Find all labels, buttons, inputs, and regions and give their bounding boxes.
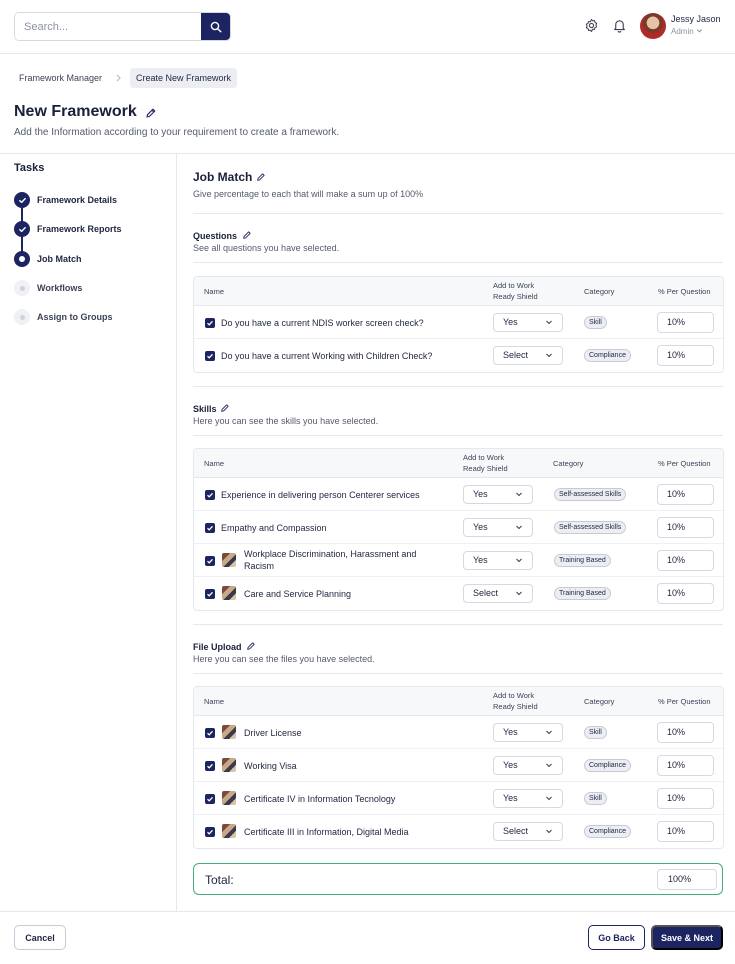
skills-table <box>193 448 724 611</box>
category-badge: Compliance <box>584 349 631 362</box>
files-table <box>193 686 724 849</box>
breadcrumb-link[interactable]: Framework Manager <box>19 72 103 83</box>
thumbnail-image <box>222 824 236 838</box>
table-header <box>194 449 723 478</box>
divider <box>193 624 723 625</box>
table-row <box>194 782 723 815</box>
total-value: 100% <box>657 869 717 890</box>
search-icon <box>210 21 222 33</box>
total-label: Total: <box>205 873 234 887</box>
cancel-button[interactable]: Cancel <box>14 925 66 950</box>
row-name: Experience in delivering person Centerer services <box>221 490 420 500</box>
step-connector <box>21 208 23 222</box>
chevron-down-icon <box>545 827 553 835</box>
col-pct: % Per Question <box>658 459 711 468</box>
divider <box>193 386 723 387</box>
chevron-right-icon <box>115 74 122 82</box>
col-shield: Add to Work Ready Shield <box>493 691 538 711</box>
row-name: Do you have a current Working with Children Check? <box>221 351 433 361</box>
breadcrumb <box>14 68 237 87</box>
pending-step-icon <box>14 309 30 325</box>
gear-icon[interactable] <box>584 18 599 33</box>
row-name: Care and Service Planning <box>244 589 352 599</box>
chevron-down-icon <box>515 490 523 498</box>
file-upload-title: File Upload <box>193 642 242 652</box>
row-name: Empathy and Compassion <box>221 523 327 533</box>
edit-pencil-icon[interactable] <box>246 641 256 651</box>
row-name: Driver License <box>244 728 302 738</box>
percent-input[interactable]: 10% <box>657 550 714 571</box>
user-name: Jessy Jason <box>671 14 721 24</box>
thumbnail-image <box>222 758 236 772</box>
category-badge: Self-assessed Skills <box>554 488 626 501</box>
skills-title: Skills <box>193 404 217 414</box>
bell-icon[interactable] <box>612 18 627 33</box>
tasks-sidebar <box>0 154 177 911</box>
job-match-title: Job Match <box>193 170 253 184</box>
task-step-job-match[interactable] <box>14 251 82 267</box>
row-checkbox[interactable] <box>205 523 215 533</box>
category-badge: Training Based <box>554 554 611 567</box>
category-badge: Skill <box>584 726 607 739</box>
col-pct: % Per Question <box>658 287 711 296</box>
skills-subtitle: Here you can see the skills you have selected. <box>193 416 379 426</box>
row-name: Certificate III in Information, Digital Media <box>244 827 409 837</box>
edit-pencil-icon[interactable] <box>220 403 230 413</box>
thumbnail-image <box>222 553 236 567</box>
questions-table <box>193 276 724 373</box>
table-row <box>194 815 723 848</box>
table-row <box>194 478 723 511</box>
shield-select[interactable]: Select <box>493 346 563 365</box>
col-pct: % Per Question <box>658 697 711 706</box>
table-header <box>194 687 723 716</box>
chevron-down-icon <box>545 351 553 359</box>
search-input[interactable] <box>15 13 203 40</box>
task-step-label: Job Match <box>37 254 82 264</box>
divider <box>193 213 723 214</box>
task-step-framework-details[interactable] <box>14 192 117 208</box>
questions-title: Questions <box>193 231 238 241</box>
user-role-dropdown[interactable] <box>671 27 703 36</box>
shield-select[interactable]: Yes <box>493 313 563 332</box>
divider <box>193 673 723 674</box>
percent-input[interactable]: 10% <box>657 345 714 366</box>
percent-input[interactable]: 10% <box>657 583 714 604</box>
task-step-assign-groups[interactable] <box>14 309 113 325</box>
task-step-label: Assign to Groups <box>37 312 113 322</box>
col-category: Category <box>553 459 584 468</box>
chevron-down-icon <box>515 523 523 531</box>
shield-select[interactable]: Select <box>493 822 563 841</box>
table-row <box>194 749 723 782</box>
table-row <box>194 511 723 544</box>
edit-pencil-icon[interactable] <box>256 172 266 182</box>
shield-select[interactable]: Yes <box>493 723 563 742</box>
table-row <box>194 577 723 610</box>
table-row <box>194 306 723 339</box>
page-title: New Framework <box>14 103 137 120</box>
col-category: Category <box>584 697 615 706</box>
percent-input[interactable]: 10% <box>657 312 714 333</box>
task-step-label: Framework Reports <box>37 224 122 234</box>
user-role: Admin <box>671 27 694 36</box>
divider <box>193 262 723 263</box>
file-upload-subtitle: Here you can see the files you have selected. <box>193 654 375 664</box>
row-name: Do you have a current NDIS worker screen check? <box>221 318 424 328</box>
chevron-down-icon <box>696 27 703 34</box>
percent-input[interactable]: 10% <box>657 484 714 505</box>
task-step-label: Framework Details <box>37 195 118 205</box>
thumbnail-image <box>222 791 236 805</box>
row-checkbox[interactable] <box>205 490 215 500</box>
tasks-heading: Tasks <box>14 162 45 174</box>
current-step-icon <box>14 251 30 267</box>
col-name: Name <box>204 287 225 296</box>
table-row <box>194 339 723 372</box>
avatar[interactable] <box>640 13 666 39</box>
task-step-label: Workflows <box>37 283 83 293</box>
table-header <box>194 277 723 306</box>
row-checkbox[interactable] <box>205 556 215 566</box>
task-step-framework-reports[interactable] <box>14 221 122 237</box>
shield-select[interactable]: Yes <box>493 789 563 808</box>
col-category: Category <box>584 287 615 296</box>
questions-subtitle: See all questions you have selected. <box>193 243 340 253</box>
job-match-subtitle: Give percentage to each that will make a sum up of 100% <box>193 189 424 199</box>
col-shield: Add to Work Ready Shield <box>493 281 538 301</box>
divider <box>193 435 723 436</box>
shield-select[interactable]: Yes <box>463 485 533 504</box>
shield-select[interactable]: Select <box>463 584 533 603</box>
thumbnail-image <box>222 725 236 739</box>
percent-input[interactable]: 10% <box>657 788 714 809</box>
table-row <box>194 544 723 577</box>
footer-divider <box>0 911 735 912</box>
chevron-down-icon <box>545 318 553 326</box>
category-badge: Training Based <box>554 587 611 600</box>
row-checkbox[interactable] <box>205 761 215 771</box>
percent-input[interactable]: 10% <box>657 755 714 776</box>
save-next-button[interactable]: Save & Next <box>651 925 723 950</box>
category-badge: Skill <box>584 792 607 805</box>
go-back-button[interactable]: Go Back <box>588 925 645 950</box>
row-name: Working Visa <box>244 761 297 771</box>
chevron-down-icon <box>515 589 523 597</box>
top-bar <box>0 0 735 54</box>
chevron-down-icon <box>545 728 553 736</box>
row-checkbox[interactable] <box>205 589 215 599</box>
check-circle-icon <box>14 192 30 208</box>
percent-input[interactable]: 10% <box>657 517 714 538</box>
pending-step-icon <box>14 280 30 296</box>
percent-input[interactable]: 10% <box>657 821 714 842</box>
category-badge: Skill <box>584 316 607 329</box>
category-badge: Self-assessed Skills <box>554 521 626 534</box>
shield-select[interactable]: Yes <box>463 551 533 570</box>
shield-select[interactable]: Yes <box>493 756 563 775</box>
thumbnail-image <box>222 586 236 600</box>
task-step-workflows[interactable] <box>14 280 82 296</box>
row-name: Workplace Discrimination, Harassment and Racism <box>244 549 417 571</box>
category-badge: Compliance <box>584 825 631 838</box>
row-name: Certificate IV in Information Tecnology <box>244 794 396 804</box>
edit-pencil-icon[interactable] <box>242 230 252 240</box>
search-box <box>14 12 231 41</box>
col-shield: Add to Work Ready Shield <box>463 453 508 473</box>
chevron-down-icon <box>545 794 553 802</box>
row-checkbox[interactable] <box>205 318 215 328</box>
shield-select[interactable]: Yes <box>463 518 533 537</box>
col-name: Name <box>204 697 225 706</box>
total-box <box>193 863 723 895</box>
percent-input[interactable]: 10% <box>657 722 714 743</box>
search-button[interactable] <box>201 13 230 40</box>
col-name: Name <box>204 459 225 468</box>
table-row <box>194 716 723 749</box>
row-checkbox[interactable] <box>205 728 215 738</box>
row-checkbox[interactable] <box>205 794 215 804</box>
breadcrumb-current: Create New Framework <box>130 68 237 88</box>
category-badge: Compliance <box>584 759 631 772</box>
chevron-down-icon <box>545 761 553 769</box>
row-checkbox[interactable] <box>205 827 215 837</box>
chevron-down-icon <box>515 556 523 564</box>
check-circle-icon <box>14 221 30 237</box>
edit-pencil-icon[interactable] <box>145 107 157 119</box>
step-connector <box>21 237 23 252</box>
row-checkbox[interactable] <box>205 351 215 361</box>
page-subtitle: Add the Information according to your requirement to create a framework. <box>14 127 340 138</box>
